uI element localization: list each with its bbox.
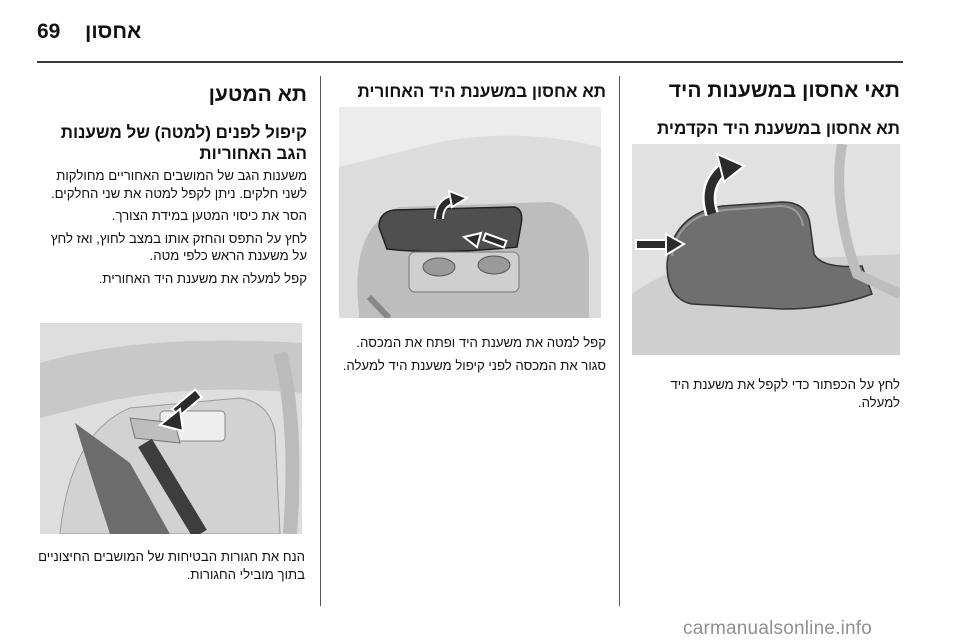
paragraph-cargo-2: הסר את כיסוי המטען במידת הצורך. — [111, 208, 307, 223]
paragraph-cargo-3: לחץ על התפס והחזק אותו במצב לחוץ, ואז לחץ על משענת הראש כלפי מטה. — [50, 230, 307, 263]
section-title-cargo: תא המטען — [208, 83, 307, 106]
column-divider-left — [320, 76, 321, 606]
front-armrest-illustration — [632, 144, 900, 355]
subtitle-fold-seatbacks: קיפול לפנים (למטה) של משענות הגב האחוריות — [60, 123, 307, 163]
chapter-title: אחסון — [85, 20, 142, 43]
front-armrest-text — [632, 376, 900, 416]
paragraph-cargo-5: הנח את חגורות הבטיחות של המושבים החיצוניים בתוך מובילי החגורות. — [38, 549, 305, 582]
watermark: carmanualsonline.info — [683, 618, 873, 639]
header-rule — [37, 61, 903, 63]
rear-armrest-illustration — [339, 107, 601, 318]
subtitle-front-armrest: תא אחסון במשענת היד הקדמית — [657, 119, 900, 138]
column-divider-right — [619, 76, 620, 606]
section-title-rear-armrest: תא אחסון במשענת היד האחורית — [357, 82, 606, 101]
column-front-armrest — [632, 74, 900, 139]
column-cargo — [37, 74, 307, 292]
rear-armrest-text — [334, 334, 606, 379]
paragraph-cargo-4: קפל למעלה את משענת היד האחורית. — [98, 270, 307, 286]
seatbelt-illustration — [40, 323, 302, 534]
paragraph-rear-armrest-2: סגור את המכסה לפני קיפול משענת היד למעלה. — [342, 357, 606, 373]
column-rear-armrest — [334, 74, 606, 102]
page-number: 69 — [37, 20, 61, 43]
paragraph-cargo-1: משענות הגב של המושבים האחוריים מחולקות לשני חלקים. ניתן לקפל למטה את שני החלקים. — [50, 168, 307, 201]
seatbelt-text — [37, 548, 305, 588]
paragraph-front-armrest: לחץ על הכפתור כדי לקפל את משענת היד למעלה. — [670, 377, 900, 410]
section-title-armrest-storage: תאי אחסון במשענות היד — [668, 79, 900, 102]
page-header — [0, 0, 960, 58]
paragraph-rear-armrest-1: קפל למטה את משענת היד ופתח את המכסה. — [356, 335, 606, 350]
